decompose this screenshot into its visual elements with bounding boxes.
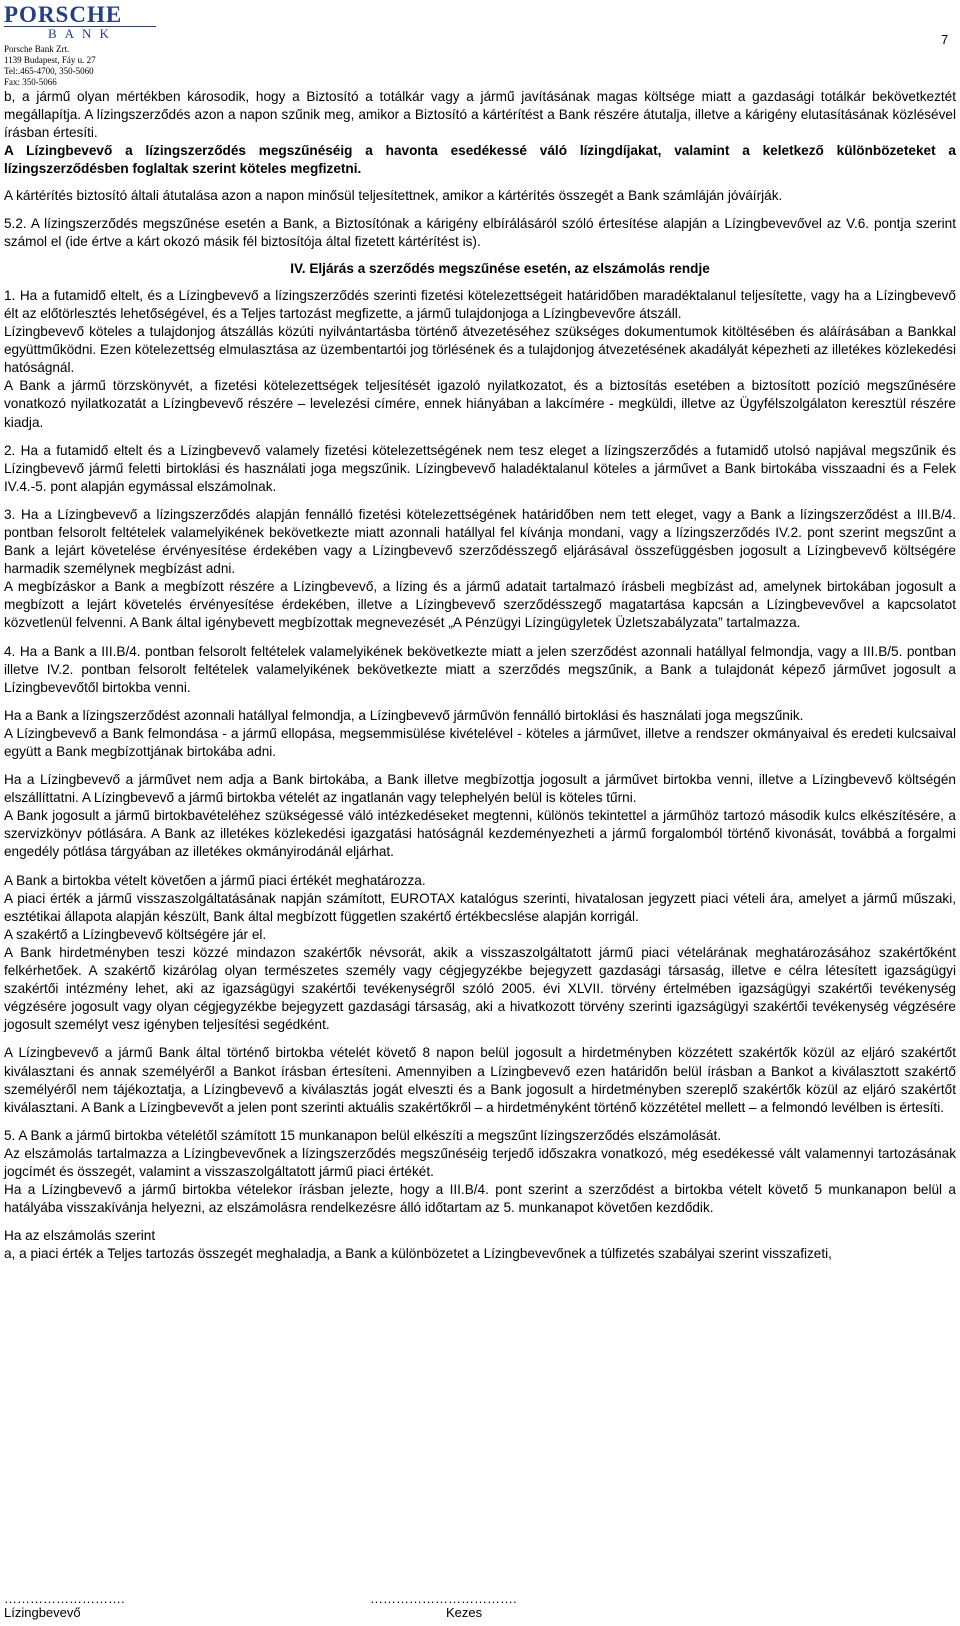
company-phone: Tel:.465-4700, 350-5060	[4, 66, 94, 76]
paragraph: b, a jármű olyan mértékben károsodik, hogy a Biztosító a totálkár vagy a jármű javításának magas költsége miatt a gazdasági totálkár bekövetkeztét megállapítja. A lízingszerződés azon a napon szűnik meg, amikor a Biztosító a kártérítést a Bank részére átutalja, illetve a kárigény elutasításának közlésével írásban értesíti.	[4, 89, 956, 141]
paragraph: Lízingbevevő köteles a tulajdonjog átszállás közúti nyilvántartásba történő átvezetéséhez szükséges dokumentumok kitöltésében és aláírásában a Bankkal együttműködni. Ezen kötelezettség elmulasztása az üzembentartói jog törlésének és a tulajdonjog átvezetésének akadályát képezheti az illetékes közlekedési hatóságnál.	[4, 324, 956, 376]
paragraph: A piaci érték a jármű visszaszolgáltatásának napján számított, EUROTAX katalógus szerinti, hivatalosan jegyzett piaci vételi ára, amelyet a jármű műszaki, esztétikai állapota alapján készült, Bank által megbízott független szakértő értékbecslése alapján korrigál.	[4, 890, 956, 924]
signature-line: ……………………….	[4, 1591, 125, 1606]
porsche-bank-logo	[4, 4, 164, 40]
paragraph: Ha a Lízingbevevő a jármű birtokba vételekor írásban jelezte, hogy a III.B/4. pont szerint a szerződést a birtokba vételt követő 5 munkanapon belül a hatályába visszakívánja helyezni, az elszámolásra rendelkezésre álló időtartam az 5. munkanapot követően kezdődik.	[4, 1182, 956, 1216]
paragraph: A kártérítés biztosító általi átutalása azon a napon minősül teljesítettnek, amikor a kártérítés összegét a Bank számláján jóváírják.	[4, 188, 783, 204]
paragraph: A Bank a birtokba vételt követően a jármű piaci értékét meghatározza.	[4, 872, 426, 888]
company-fax: Fax: 350-5066	[4, 77, 57, 87]
signature-guarantor	[370, 1592, 517, 1620]
paragraph: 5.2. A lízingszerződés megszűnése esetén a Bank, a Biztosítónak a kárigény elbírálásáról szóló értesítése alapján a Lízingbevevővel az V.6. pontja szerint számol el (ide értve a kárt okozó másik fél biztosítója által fizetett kártérítést is).	[4, 215, 956, 249]
paragraph: Ha a Lízingbevevő a járművet nem adja a Bank birtokába, a Bank illetve megbízottja jogosult a járművet birtokba venni, illetve a Lízingbevevő költségén elszállíttatni. A Lízingbevevő a jármű birtokba vételét az ingatlanán vagy telephelyén belül is köteles tűrni.	[4, 772, 956, 806]
paragraph: A Bank a jármű törzskönyvét, a fizetési kötelezettségek teljesítését igazoló nyilatkozatot, és a biztosítás esetében a biztosított pozíció megszűnésére vonatkozó nyilatkozatát a Lízingbevevő részére – levelezési címére, ennek hiányában a lakcímére - megküldi, illetve az Ügyfélszolgálaton keresztül részére kiadja.	[4, 378, 956, 430]
logo-subtitle: BANK	[4, 26, 156, 40]
paragraph: Az elszámolás tartalmazza a Lízingbevevőnek a lízingszerződés megszűnéséig terjedő időszakra vonatkozó, még esedékessé vált valamennyi tartozásának jogcímét és összegét, valamint a visszaszolgáltatott jármű piaci értékét.	[4, 1145, 956, 1179]
paragraph: 5. A Bank a jármű birtokba vételétől számított 15 munkanapon belül elkészíti a megszűnt lízingszerződés elszámolását.	[4, 1127, 722, 1143]
paragraph: A Lízingbevevő a jármű Bank által történő birtokba vételét követő 8 napon belül jogosult a hirdetményben közzétett szakértők közül az eljáró szakértőt kiválasztani és annak személyéről a Bankot írásban értesíteni. Amennyiben a Lízingbevevő ezen határidőn belül írásban a Bankot a kiválasztott szakértő személyéről nem tájékoztatja, a Lízingbevevő a kiválasztás jogát elveszti és a Bank jogosult a hirdetményben szereplő szakértők közül az eljáró szakértőt kiválasztani. A Bank a Lízingbevevőt a jelen pont szerinti aktuális szakértőkről – a hirdetményként történő közzététel mellett – a felmondó levélben is értesíti.	[4, 1045, 956, 1115]
signature-line: …………………………….	[370, 1591, 517, 1606]
paragraph: 3. Ha a Lízingbevevő a lízingszerződés alapján fennálló fizetési kötelezettségének határidőben nem tett eleget, vagy a Bank a lízingszerződést a III.B/4. pontban felsorolt feltételek valamelyikének bekövetkezte miatt azonnali hatállyal fel kívánja mondani, vagy a lízingszerződés IV.2. pont szerint megszűnt a Bank a lejárt követelése érvényesítése érdekében vagy a Lízingbevevő szerződésszegő eljárásával összefüggésben jogosult a Lízingbevevő költségére harmadik személynek megbízást adni.	[4, 506, 956, 577]
signature-label: Lízingbevevő	[4, 1605, 81, 1620]
logo-wordmark: PORSCHE	[4, 2, 123, 27]
paragraph: A Bank jogosult a jármű birtokbavételéhez szükségessé váló intézkedéseket megtenni, különös tekintettel a járműhöz tartozó második kulcs elkészítésére, a szervizkönyv pótlására. A Bank az illetékes közlekedési igazgatási hatóságnál kezdeményezheti a jármű forgalomból történő kivonását, továbbá a forgalmi engedély pótlása tárgyában az illetékes okmányirodánál eljárhat.	[4, 808, 956, 860]
paragraph-bold: A Lízingbevevő a lízingszerződés megszűnéséig a havonta esedékessé váló lízingdíjakat, valamint a keletkező különbözeteket a lízingszerződésben foglaltak szerint köteles megfizetni.	[4, 143, 956, 177]
page-number: 7	[941, 32, 949, 47]
bank-contact-block	[4, 44, 96, 88]
paragraph: 4. Ha a Bank a III.B/4. pontban felsorolt feltételek valamelyikének bekövetkezte miatt a jelen szerződést azonnali hatállyal felmondja, vagy a III.B/5. pontban illetve IV.2. pontban felsorolt feltételek valamelyikének bekövetkezte miatt a szerződés megszűnik, a Bank a tulajdonát képező járművet jogosult a Lízingbevevőtől birtokba venni.	[4, 643, 956, 695]
paragraph: 1. Ha a futamidő eltelt, és a Lízingbevevő a lízingszerződés szerinti fizetési kötelezettségeit határidőben maradéktalanul teljesítette, vagy ha a Lízingbevevő élt az előtörlesztés lehetőségével, és a Teljes tartozást megfizette, a jármű tulajdonjoga a Lízingbevevőre átszáll.	[4, 287, 956, 321]
paragraph: A Bank hirdetményben teszi közzé mindazon szakértők névsorát, akik a visszaszolgáltatott jármű piaci vételárának meghatározásához szakértőként felkérhetőek. A szakértő kizárólag olyan természetes személy vagy cégjegyzékbe bejegyzett gazdasági társaság, illetve e célra létesített igazságügyi szakértői intézmény lehet, aki az igazságügyi szakértői tevékenységről szóló 2005. évi XLVII. törvény értelmében igazságügyi szakértői tevékenység végzésére jogosult vagy olyan cégjegyzékbe bejegyzett gazdasági társaság, aki a hivatkozott törvény szerinti igazságügyi szakértői tevékenység végzésére jogosult személyt vesz igényben teljesítési segédként.	[4, 944, 956, 1033]
paragraph: a, a piaci érték a Teljes tartozás összegét meghaladja, a Bank a különbözetet a Lízingbevevőnek a túlfizetés szabályai szerint visszafizeti,	[4, 1246, 832, 1262]
paragraph: 2. Ha a futamidő eltelt és a Lízingbevevő valamely fizetési kötelezettségének nem tesz eleget a lízingszerződés a futamidő utolsó napjával megszűnik és Lízingbevevő jármű feletti birtoklási és használati joga megszűnik. Lízingbevevő haladéktalanul köteles a járművet a Bank birtokába visszaadni és a Felek IV.4.-5. pont alapján egymással elszámolnak.	[4, 442, 956, 494]
paragraph: A megbízáskor a Bank a megbízott részére a Lízingbevevő, a lízing és a jármű adatait tartalmazó írásbeli megbízást ad, amelynek birtokában jogosult a megbízott a lejárt követelés érvényesítése érdekében, illetve a Lízingbevevő szerződésszegő magatartása kapcsán a Lízingbevevővel a kapcsolatot közvetlenül felvenni. A Bank által igénybevett megbízottak megnevezését „A Pénzügyi Lízingügyletek Üzletszabályzata” tartalmazza.	[4, 579, 956, 631]
paragraph: Ha az elszámolás szerint	[4, 1228, 156, 1244]
section-heading: IV. Eljárás a szerződés megszűnése esetén, az elszámolás rendje	[290, 260, 710, 276]
paragraph: Ha a Bank a lízingszerződést azonnali hatállyal felmondja, a Lízingbevevő járművön fennálló birtoklási és használati joga megszűnik.	[4, 707, 804, 723]
company-address: 1139 Budapest, Fáy u. 27	[4, 55, 96, 65]
signature-lessee	[4, 1592, 125, 1620]
paragraph: A Lízingbevevő a Bank felmondása - a jármű ellopása, megsemmisülése kivételével - köteles a járművet, illetve a rendszer okmányaival és eredeti kulcsaival együtt a Bank megbízottjának birtokába adni.	[4, 725, 956, 759]
paragraph: A szakértő a Lízingbevevő költségére jár el.	[4, 926, 267, 942]
document-body	[4, 88, 956, 1263]
signature-label: Kezes	[446, 1605, 483, 1620]
company-name: Porsche Bank Zrt.	[4, 44, 70, 54]
